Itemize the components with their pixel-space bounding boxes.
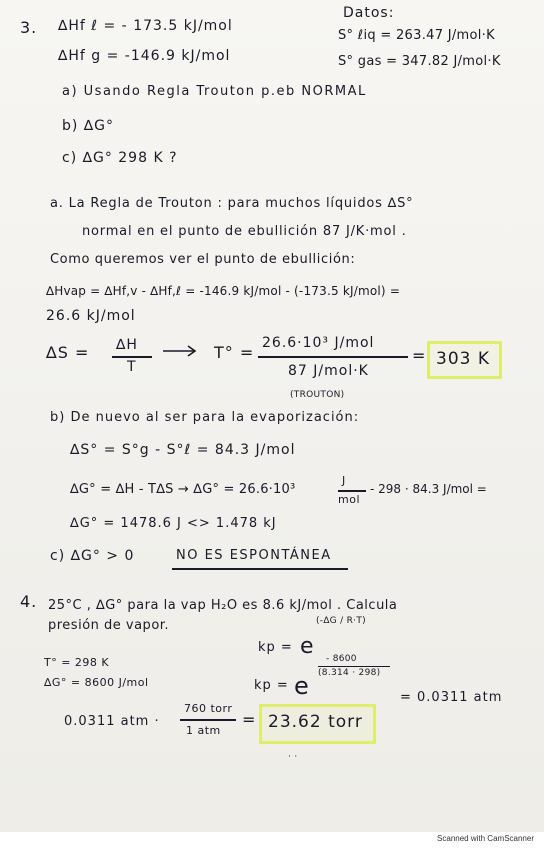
kp-exponent-2-denominator: (8.314 · 298) xyxy=(318,668,381,678)
solution-a-line-3: Como queremos ver el punto de ebullición: xyxy=(50,252,356,267)
t-result: 303 K xyxy=(436,349,490,369)
t-fraction-bar xyxy=(258,356,408,358)
dh-vap-equation: ∆Hvap = ∆Hf,v - ∆Hf,ℓ = -146.9 kJ/mol - (-173.5 kJ/mol) = xyxy=(46,284,401,298)
s-liquid: S° ℓiq = 263.47 J/mol·K xyxy=(338,28,495,43)
dg-unit-j: J xyxy=(342,474,346,487)
t-numerator: 26.6·10³ J/mol xyxy=(262,335,375,351)
dg-equation: ∆G° = ∆H - T∆S → ∆G° = 26.6·10³ xyxy=(70,482,296,497)
final-result: 23.62 torr xyxy=(268,712,363,732)
t-label: T° = xyxy=(214,343,255,362)
solution-c: c) ∆G° > 0 xyxy=(50,548,135,564)
problem-4-statement-2: presión de vapor. xyxy=(48,618,170,633)
task-a: a) Usando Regla Trouton p.eb NORMAL xyxy=(62,84,367,99)
dg-equation-rest: - 298 · 84.3 J/mol = xyxy=(370,482,487,496)
solution-a-line-1: a. La Regla de Trouton : para muchos líquidos ∆S° xyxy=(50,196,414,211)
scanner-watermark: Scanned with CamScanner xyxy=(437,834,534,843)
conversion-numerator: 760 torr xyxy=(184,702,233,715)
kp-exponent-2-bar xyxy=(318,666,390,667)
conversion-bar xyxy=(180,719,236,721)
dhf-gas: ∆Hf g = -146.9 kJ/mol xyxy=(58,48,231,64)
dh-denominator: T xyxy=(127,359,137,375)
t-denominator: 87 J/mol·K xyxy=(288,363,369,379)
arrow-icon xyxy=(162,344,198,358)
dh-numerator: ∆H xyxy=(116,337,138,353)
dg-unit-mol: mol xyxy=(338,493,361,506)
trouton-note: (TROUTON) xyxy=(290,390,345,400)
dh-fraction-bar xyxy=(112,356,152,358)
dhf-liquid: ∆Hf ℓ = - 173.5 kJ/mol xyxy=(58,18,233,34)
kp-label-1: kp = xyxy=(258,640,293,655)
datos-title: Datos: xyxy=(343,5,395,21)
problem-3-number: 3. xyxy=(20,18,38,37)
conversion-denominator: 1 atm xyxy=(186,724,221,737)
problem-4-statement-1: 25°C , ∆G° para la vap H₂O es 8.6 kJ/mol . Calcula xyxy=(48,598,398,613)
solution-a-line-2: normal en el punto de ebullición 87 J/K·mol . xyxy=(82,224,407,239)
solution-c-answer: NO ES ESPONTÁNEA xyxy=(176,548,332,563)
t-equals: = xyxy=(412,346,427,365)
t-given: T° = 298 K xyxy=(44,656,110,669)
kp-exponent-2-numerator: - 8600 xyxy=(326,654,357,664)
kp-e-1: e xyxy=(300,634,315,659)
kp-label-2: kp = xyxy=(254,678,289,693)
dg-given: ∆G° = 8600 J/mol xyxy=(44,676,149,689)
kp-result: = 0.0311 atm xyxy=(400,690,503,705)
ds-calculation: ∆S° = S°g - S°ℓ = 84.3 J/mol xyxy=(70,442,296,458)
dg-result: ∆G° = 1478.6 J <> 1.478 kJ xyxy=(70,516,277,531)
kp-exponent-1: (-∆G / R·T) xyxy=(316,616,366,626)
answer-underline xyxy=(172,568,348,570)
s-gas: S° gas = 347.82 J/mol·K xyxy=(338,54,501,69)
problem-4-number: 4. xyxy=(20,592,38,611)
task-c: c) ∆G° 298 K ? xyxy=(62,150,178,166)
kp-e-2: e xyxy=(294,672,310,700)
conversion-left: 0.0311 atm · xyxy=(64,714,160,729)
dh-vap-result: 26.6 kJ/mol xyxy=(46,308,136,324)
task-b: b) ∆G° xyxy=(62,118,115,134)
dg-unit-bar xyxy=(338,490,366,492)
conversion-equals: = xyxy=(242,710,257,729)
stray-marks: · · xyxy=(288,752,298,762)
solution-b-line-1: b) De nuevo al ser para la evaporización: xyxy=(50,410,360,425)
ds-label: ∆S = xyxy=(46,343,90,362)
